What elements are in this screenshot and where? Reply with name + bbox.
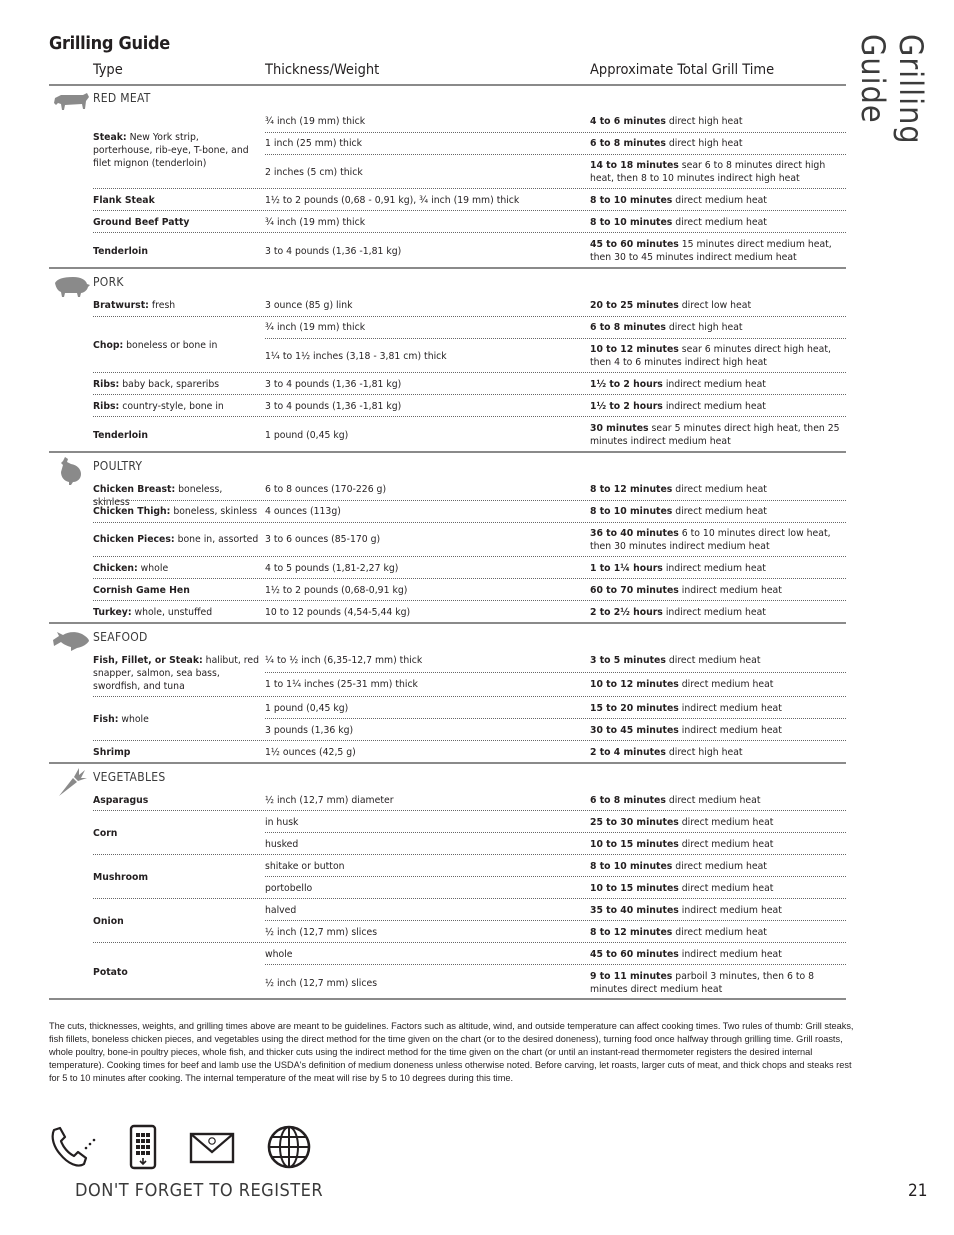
globe-icon — [265, 1124, 313, 1170]
page-number: 21 — [908, 1181, 928, 1201]
row-divider — [265, 920, 846, 921]
row-time: 30 minutes sear 5 minutes direct high heat, then 25 minutes indirect medium heat — [590, 423, 840, 447]
row-weight: 3 to 6 ounces (85-170 g) — [265, 534, 381, 545]
header-rule — [49, 84, 846, 86]
column-header-type: Type — [93, 62, 123, 78]
row-divider — [93, 556, 846, 557]
carrot-icon — [51, 766, 91, 796]
row-type-asparagus: Asparagus — [93, 795, 149, 806]
row-time: 2 to 4 minutes direct high heat — [590, 747, 743, 758]
row-time: 8 to 10 minutes direct medium heat — [590, 506, 767, 517]
row-type-pork-tenderloin: Tenderloin — [93, 430, 148, 441]
row-time: 8 to 10 minutes direct medium heat — [590, 217, 767, 228]
row-weight: ½ inch (12,7 mm) slices — [265, 927, 378, 938]
column-header-thickness: Thickness/Weight — [265, 62, 380, 78]
side-title: Grilling Guide — [854, 34, 930, 145]
row-divider — [265, 718, 846, 719]
row-weight: in husk — [265, 817, 299, 828]
category-seafood: SEAFOOD — [93, 630, 148, 644]
row-time: 30 to 45 minutes indirect medium heat — [590, 725, 782, 736]
section-rule — [49, 762, 846, 764]
row-weight: 1½ to 2 pounds (0,68-0,91 kg) — [265, 585, 408, 596]
row-time: 6 to 8 minutes direct high heat — [590, 322, 743, 333]
row-time: 45 to 60 minutes 15 minutes direct medium heat, then 30 to 45 minutes indirect medium heat — [590, 239, 832, 263]
row-weight: 10 to 12 pounds (4,54-5,44 kg) — [265, 607, 411, 618]
row-type-fish-whole: Fish: whole — [93, 714, 149, 725]
row-weight: 6 to 8 ounces (170-226 g) — [265, 484, 387, 495]
row-divider — [265, 154, 846, 155]
row-time: 6 to 8 minutes direct medium heat — [590, 795, 761, 806]
section-rule — [49, 451, 846, 453]
row-time: 1½ to 2 hours indirect medium heat — [590, 401, 766, 412]
row-weight: portobello — [265, 883, 313, 894]
row-time: 10 to 15 minutes direct medium heat — [590, 839, 774, 850]
row-type-ground-beef-patty: Ground Beef Patty — [93, 217, 190, 228]
email-icon — [188, 1124, 236, 1170]
row-type-potato: Potato — [93, 967, 128, 978]
page-title: Grilling Guide — [49, 33, 170, 54]
row-time: 8 to 12 minutes direct medium heat — [590, 484, 767, 495]
pig-icon — [51, 271, 91, 301]
row-time: 8 to 10 minutes direct medium heat — [590, 861, 767, 872]
row-divider — [93, 394, 846, 395]
row-time: 3 to 5 minutes direct medium heat — [590, 655, 761, 666]
row-time: 1½ to 2 hours indirect medium heat — [590, 379, 766, 390]
row-weight: 1¼ to 1½ inches (3,18 - 3,81 cm) thick — [265, 351, 447, 362]
category-pork: PORK — [93, 275, 124, 289]
row-weight: 4 ounces (113g) — [265, 506, 341, 517]
row-time: 36 to 40 minutes 6 to 10 minutes direct low heat, then 30 minutes indirect medium heat — [590, 528, 831, 552]
row-type-turkey: Turkey: whole, unstuffed — [93, 607, 213, 618]
category-red-meat: RED MEAT — [93, 91, 151, 105]
row-weight: ¾ inch (19 mm) thick — [265, 217, 366, 228]
row-weight: 4 to 5 pounds (1,81-2,27 kg) — [265, 563, 399, 574]
row-divider — [93, 740, 846, 741]
row-divider — [93, 600, 846, 601]
mobile-app-icon — [128, 1124, 158, 1170]
row-time: 2 to 2½ hours indirect medium heat — [590, 607, 766, 618]
row-weight: 3 ounce (85 g) link — [265, 300, 353, 311]
category-vegetables: VEGETABLES — [93, 770, 166, 784]
row-divider — [93, 188, 846, 189]
row-divider — [93, 696, 846, 697]
row-type-chicken-whole: Chicken: whole — [93, 563, 169, 574]
row-weight: 2 inches (5 cm) thick — [265, 167, 363, 178]
row-divider — [265, 132, 846, 133]
row-divider — [93, 210, 846, 211]
row-time: 15 to 20 minutes indirect medium heat — [590, 703, 782, 714]
row-weight: ½ inch (12,7 mm) diameter — [265, 795, 394, 806]
row-type-ribs-country-style: Ribs: country-style, bone in — [93, 401, 224, 412]
row-divider — [93, 372, 846, 373]
row-time: 6 to 8 minutes direct high heat — [590, 138, 743, 149]
row-type-onion: Onion — [93, 916, 124, 927]
row-type-chicken-pieces: Chicken Pieces: bone in, assorted — [93, 534, 259, 545]
row-type-cornish-game-hen: Cornish Game Hen — [93, 585, 190, 596]
row-divider — [93, 416, 846, 417]
row-weight: ¼ to ½ inch (6,35-12,7 mm) thick — [265, 655, 423, 666]
row-time: 10 to 12 minutes sear 6 minutes direct high heat, then 4 to 6 minutes indirect high heat — [590, 344, 831, 368]
row-weight: ¾ inch (19 mm) thick — [265, 322, 366, 333]
row-divider — [265, 876, 846, 877]
row-divider — [265, 964, 846, 965]
row-type-flank-steak: Flank Steak — [93, 195, 155, 206]
row-time: 60 to 70 minutes indirect medium heat — [590, 585, 782, 596]
category-poultry: POULTRY — [93, 459, 143, 473]
row-weight: 3 to 4 pounds (1,36 -1,81 kg) — [265, 246, 402, 257]
row-type-fish-fillet-or-steak: Fish, Fillet, or Steak: halibut, red snapper, salmon, sea bass, swordfish, and tuna — [93, 655, 260, 692]
chicken-icon — [51, 455, 91, 485]
row-type-shrimp: Shrimp — [93, 747, 131, 758]
row-type-ribs-baby-back: Ribs: baby back, spareribs — [93, 379, 220, 390]
row-weight: husked — [265, 839, 299, 850]
table-bottom-rule — [49, 998, 846, 1000]
row-time: 1 to 1¼ hours indirect medium heat — [590, 563, 766, 574]
row-divider — [93, 854, 846, 855]
row-divider — [93, 578, 846, 579]
row-type-chop: Chop: boneless or bone in — [93, 340, 218, 351]
row-weight: 1½ ounces (42,5 g) — [265, 747, 356, 758]
row-weight: 1 pound (0,45 kg) — [265, 430, 349, 441]
row-divider — [93, 500, 846, 501]
register-reminder: DON'T FORGET TO REGISTER — [75, 1180, 324, 1201]
row-type-tenderloin: Tenderloin — [93, 246, 148, 257]
section-rule — [49, 622, 846, 624]
row-time: 8 to 12 minutes direct medium heat — [590, 927, 767, 938]
row-time: 4 to 6 minutes direct high heat — [590, 116, 743, 127]
row-divider — [93, 898, 846, 899]
row-divider — [265, 338, 846, 339]
row-weight: 3 pounds (1,36 kg) — [265, 725, 354, 736]
row-weight: 1 inch (25 mm) thick — [265, 138, 363, 149]
row-time: 10 to 15 minutes direct medium heat — [590, 883, 774, 894]
row-weight: 1½ to 2 pounds (0,68 - 0,91 kg), ¾ inch (19 mm) thick — [265, 195, 520, 206]
row-type-steak: Steak: New York strip, porterhouse, rib-eye, T-bone, and filet mignon (tenderloin) — [93, 132, 249, 169]
section-rule — [49, 267, 846, 269]
row-divider — [93, 942, 846, 943]
row-time: 35 to 40 minutes indirect medium heat — [590, 905, 782, 916]
row-weight: 3 to 4 pounds (1,36 -1,81 kg) — [265, 401, 402, 412]
row-type-chicken-thigh: Chicken Thigh: boneless, skinless — [93, 506, 258, 517]
row-type-corn: Corn — [93, 828, 118, 839]
row-weight: 1 to 1¼ inches (25-31 mm) thick — [265, 679, 418, 690]
row-weight: ½ inch (12,7 mm) slices — [265, 978, 378, 989]
row-divider — [265, 672, 846, 673]
row-weight: ¾ inch (19 mm) thick — [265, 116, 366, 127]
row-divider — [93, 522, 846, 523]
row-time: 9 to 11 minutes parboil 3 minutes, then 6 to 8 minutes direct medium heat — [590, 971, 815, 995]
row-divider — [265, 832, 846, 833]
row-type-mushroom: Mushroom — [93, 872, 149, 883]
row-type-bratwurst: Bratwurst: fresh — [93, 300, 176, 311]
cow-icon — [51, 88, 91, 118]
footnote: The cuts, thicknesses, weights, and grilling times above are meant to be guidelines. Factors such as altitude, wind, and outside temperature can affect cooking times. Two rules of thumb: Grill steaks, fish fillets, boneless chicken pieces, and vegetables using the direct method for the time given on the chart (or to the desired doneness), turning food once halfway through grilling time. Grill roasts, whole poultry, bone-in poultry pieces, whole fish, and thicker cuts using the indirect method for the time given on the chart (or until an instant-read thermometer registers the desired internal temperature). Cooking times for beef and lamb use the USDA's definition of medium doneness unless otherwise noted. Before carving, let roasts, larger cuts of meat, and thick chops and steaks rest for 5 to 10 minutes after cooking. The internal temperature of the meat will rise by 5 to 10 degrees during this time. — [49, 1021, 854, 1084]
row-weight: halved — [265, 905, 297, 916]
row-weight: shitake or button — [265, 861, 345, 872]
row-time: 8 to 10 minutes direct medium heat — [590, 195, 767, 206]
phone-icon — [48, 1124, 98, 1170]
row-divider — [93, 316, 846, 317]
fish-icon — [51, 626, 91, 656]
row-divider — [93, 232, 846, 233]
row-type-chicken-breast: Chicken Breast: boneless, skinless — [93, 484, 223, 508]
row-time: 10 to 12 minutes direct medium heat — [590, 679, 774, 690]
row-divider — [93, 810, 846, 811]
row-time: 20 to 25 minutes direct low heat — [590, 300, 752, 311]
column-header-grill-time: Approximate Total Grill Time — [590, 62, 775, 78]
row-time: 14 to 18 minutes sear 6 to 8 minutes direct high heat, then 8 to 10 minutes indirect high heat — [590, 160, 826, 184]
row-time: 45 to 60 minutes indirect medium heat — [590, 949, 782, 960]
row-weight: 3 to 4 pounds (1,36 -1,81 kg) — [265, 379, 402, 390]
row-time: 25 to 30 minutes direct medium heat — [590, 817, 774, 828]
row-weight: whole — [265, 949, 293, 960]
row-weight: 1 pound (0,45 kg) — [265, 703, 349, 714]
